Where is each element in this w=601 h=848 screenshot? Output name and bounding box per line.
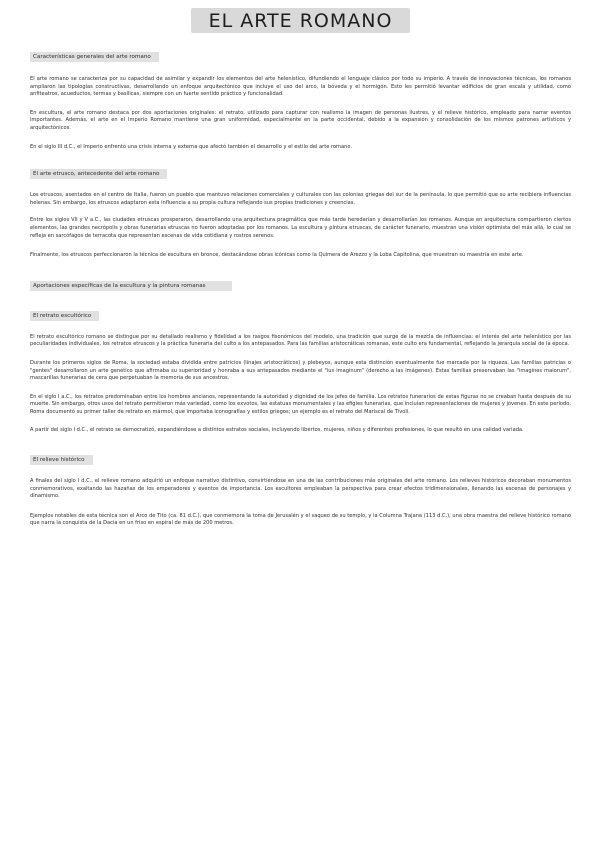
section-relieve xyxy=(30,446,571,465)
section-aportaciones xyxy=(30,272,571,291)
section-heading: El arte etrusco, antecedente del arte romano xyxy=(30,169,167,179)
paragraph: En escultura, el arte romano destaca por dos aportaciones originales: el retrato, utilizado para capturar con realismo la imagen de personas ilustres, y el relieve histórico, empleado para narrar eventos importantes. Además, el arte en el Imperio Romano mantiene una gran uniformidad, especialmente en la parte occidental, debido a la expansión y consolidación de los mismos patrones artísticos y arquitectónicos. xyxy=(30,109,571,131)
section-heading: Aportaciones específicas de la escultura y la pintura romanas xyxy=(30,281,232,291)
section-heading: Características generales del arte romano xyxy=(30,52,159,62)
paragraph: En el siglo III d.C., el Imperio enfrentó una crisis interna y externa que afectó también el desarrollo y el estilo del arte romano. xyxy=(30,143,353,150)
section-heading: El retrato escultórico xyxy=(30,311,99,321)
paragraph: A finales del siglo I d.C., el relieve romano adquirió un enfoque narrativo distintivo, convirtiéndose en una de las contribuciones más originales del arte romano. Los relieves históricos decoraban monumentos conmemorativos, exaltando las hazañas de los emperadores y eventos de importancia. Los escultores empleaban la perspectiva para crear efectos tridimensionales, llenando las escenas de personajes y dinamismo. xyxy=(30,478,571,500)
page-title: EL ARTE ROMANO xyxy=(191,8,411,33)
paragraph: Entre los siglos VII y V a.C., las ciudades etruscas prosperaron, desarrollando una arquitectura pragmática que más tarde heredarían y desarrollarían los romanos. Aunque en arquitectura compartieron ciertos elementos, las grandes necrópolis y obras funerarias etruscas no fueron adoptadas por los romanos. La escultura y pintura etruscas, de carácter funerario, muestran una visión optimista del más allá, lo cual se refleja en sarcófagos de terracota que representan escenas de vida cotidiana y rostros serenos. xyxy=(30,217,571,239)
paragraph: Los etruscos, asentados en el centro de Italia, fueron un pueblo que mantuvo relaciones comerciales y culturales con las colonias griegas del sur de la península, lo que permitió que su arte recibiera influencias helenas. Sin embargo, los etruscos adaptaron esta influencia a su propia cultura reflejando sus propias tradiciones y creencias. xyxy=(30,192,571,206)
paragraph: En el siglo I a.C., los retratos predominaban entre los hombres ancianos, representando la autoridad y dignidad de los jefes de familia. Los retratos funerarios de estas figuras no se creaban hasta después de su muerte. Sin embargo, otros usos del retrato permitieron más variedad, como los exvotos, las estatuas monumentales y las efigies funerarias, que incluían representaciones de mujeres y jóvenes. En este periodo, Roma documentó su primer taller de retrato en mármol, que importaba iconografías y estilos griegos; un ejemplo es el retrato del Mariscal de Tívoli. xyxy=(30,393,571,415)
section-retrato xyxy=(30,302,571,321)
section-etrusco xyxy=(30,160,571,179)
paragraph: A partir del siglo I d.C., el retrato se democratizó, expandiéndose a distintos estratos sociales, incluyendo libertos, mujeres, niños y diferentes profesiones, lo que resultó en una calidad variada. xyxy=(30,427,524,434)
paragraph: Finalmente, los etruscos perfeccionaron la técnica de escultura en bronce, destacándose obras icónicas como la Quimera de Arezzo y la Loba Capitolina, que muestran su maestría en este arte. xyxy=(30,252,524,259)
section-caracteristicas xyxy=(30,43,571,62)
paragraph: Durante los primeros siglos de Roma, la sociedad estaba dividida entre patricios (linajes aristocráticos) y plebeyos, aunque esta distinción eventualmente fue marcada por la riqueza. Las familias patricias o "gentes" desarrollaron un arte genético que afirmaba su superioridad y honraba a sus antepasados mediante el "ius imaginum" (derecho a las imágenes). Estas familias preservaban las "imagines maiorum", mascarillas funerarias de cera que perpetuaban la memoria de sus ancestros. xyxy=(30,359,571,382)
paragraph: El retrato escultórico romano se distingue por su detallado realismo y fidelidad a los rasgos fisonómicos del modelo, una tradición que surge de la mezcla de influencias: el interés del arte helenístico por las peculiaridades individuales, los retratos etruscos y la práctica funeraria del culto a los antepasados. Para las familias aristocráticas romanas, este culto era fundamental, reflejando la jerarquía social de la época. xyxy=(30,333,571,348)
paragraph: El arte romano se caracteriza por su capacidad de asimilar y expandir los elementos del arte helenístico, difundiendo el lenguaje clásico por todo su imperio. A través de innovaciones técnicas, los romanos ampliaron las tipologías constructivas, desarrollando un enfoque arquitectónico que incluye el uso del arco, la bóveda y el hormigón. Esto les permitió levantar edificios de gran escala y utilidad, como anfiteatros, acueductos, termas y basílicas, siempre con un fuerte sentido práctico y funcionalidad. xyxy=(30,76,571,98)
section-heading: El relieve histórico xyxy=(30,455,93,465)
title-wrap xyxy=(30,8,571,33)
paragraph: Ejemplos notables de esta técnica son el Arco de Tito (ca. 81 d.C.), que conmemora la toma de Jerusalén y el saqueo de su templo, y la Columna Trajana (113 d.C.), una obra maestra del relieve histórico romano que narra la conquista de la Dacia en un friso en espiral de más de 200 metros. xyxy=(30,512,571,527)
